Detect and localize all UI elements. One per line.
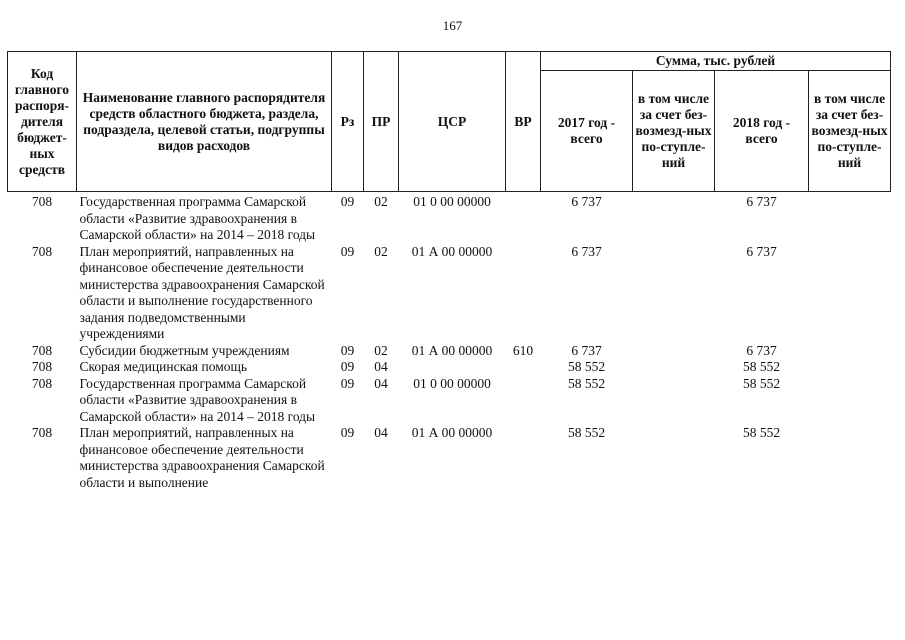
cell-rz: 09 (340, 359, 355, 374)
cell-grants-2018 (809, 376, 891, 426)
page-number: 167 (442, 18, 463, 33)
cell-pr: 04 (374, 375, 388, 391)
cell-pr: 04 (374, 359, 388, 374)
table-row (8, 192, 891, 244)
cell-grants-2018 (809, 343, 891, 360)
header-sum: Сумма, тыс. рублей (541, 52, 891, 71)
cell-name: План мероприятий, направленных на финансовое обеспечение деятельности министерства здравоохранения Самарской области и выполнение (79, 425, 325, 490)
cell-name: План мероприятий, направленных на финансовое обеспечение деятельности министерства здравоохранения Самарской области и выполнение государственного задания подведомственными учреждениями (79, 243, 325, 341)
table-header (8, 52, 891, 192)
cell-grants-2018 (809, 359, 891, 376)
cell-csr: 01 А 00 00000 (411, 342, 493, 358)
cell-total-2018: 6 737 (746, 342, 777, 358)
cell-vr (506, 192, 541, 244)
cell-grants-2017 (633, 359, 715, 376)
header-pr: ПР (364, 52, 399, 192)
table-row (8, 359, 891, 376)
header-total-2018: 2018 год - всего (715, 71, 809, 192)
table-row (8, 244, 891, 343)
cell-grants-2018 (809, 244, 891, 343)
cell-vr (506, 359, 541, 376)
cell-pr: 04 (374, 425, 388, 440)
cell-csr: 01 А 00 00000 (411, 243, 493, 259)
cell-rz: 09 (340, 375, 355, 391)
cell-grants-2017 (633, 244, 715, 343)
header-csr: ЦСР (399, 52, 506, 192)
table-row (8, 376, 891, 426)
cell-code: 708 (31, 375, 53, 391)
cell-total-2018: 58 552 (742, 375, 781, 391)
cell-vr: 610 (512, 342, 534, 358)
cell-pr: 02 (374, 243, 388, 259)
cell-rz: 09 (340, 425, 355, 440)
header-code: Код главного распоря-дителя бюджет-ных средств (8, 52, 77, 192)
table-body (8, 192, 891, 492)
cell-rz: 09 (340, 342, 355, 358)
cell-vr (506, 244, 541, 343)
cell-total-2017: 58 552 (567, 425, 606, 440)
cell-grants-2017 (633, 343, 715, 360)
cell-pr: 02 (374, 194, 388, 209)
cell-name: Субсидии бюджетным учреждениям (79, 342, 290, 358)
cell-name: Скорая медицинская помощь (79, 359, 248, 374)
cell-grants-2017 (633, 192, 715, 244)
cell-csr: 01 А 00 00000 (411, 425, 493, 440)
cell-name: Государственная программа Самарской области «Развитие здравоохранения в Самарской области» на 2014 – 2018 годы (79, 375, 316, 424)
cell-total-2017: 6 737 (571, 194, 602, 209)
cell-name: Государственная программа Самарской области «Развитие здравоохранения в Самарской области» на 2014 – 2018 годы (79, 194, 316, 242)
cell-total-2018: 6 737 (746, 194, 777, 209)
cell-csr (399, 359, 506, 376)
table-row (8, 425, 891, 491)
cell-total-2018: 6 737 (746, 243, 777, 259)
header-total-2017: 2017 год - всего (541, 71, 633, 192)
cell-grants-2017 (633, 376, 715, 426)
cell-code: 708 (31, 243, 53, 259)
header-name: Наименование главного распорядителя средств областного бюджета, раздела, подраздела, целевой статьи, подгруппы видов расходов (77, 52, 332, 192)
cell-total-2017: 6 737 (571, 243, 602, 259)
cell-rz: 09 (340, 243, 355, 259)
cell-grants-2018 (809, 425, 891, 491)
cell-code: 708 (31, 425, 53, 440)
cell-total-2018: 58 552 (742, 425, 781, 440)
cell-total-2017: 6 737 (571, 342, 602, 358)
budget-table (7, 51, 891, 491)
header-vr: ВР (506, 52, 541, 192)
cell-grants-2018 (809, 192, 891, 244)
cell-grants-2017 (633, 425, 715, 491)
cell-csr: 01 0 00 00000 (413, 375, 491, 391)
header-grants-2017: в том числе за счет без-возмезд-ных по-ступле-ний (633, 71, 715, 192)
cell-code: 708 (31, 359, 53, 374)
cell-rz: 09 (340, 194, 355, 209)
cell-vr (506, 425, 541, 491)
cell-total-2018: 58 552 (742, 359, 781, 374)
cell-code: 708 (31, 342, 53, 358)
cell-pr: 02 (374, 342, 388, 358)
cell-total-2017: 58 552 (567, 375, 606, 391)
cell-vr (506, 376, 541, 426)
header-rz: Рз (332, 52, 364, 192)
cell-csr: 01 0 00 00000 (413, 194, 491, 209)
header-grants-2018: в том числе за счет без-возмезд-ных по-ступле-ний (809, 71, 891, 192)
cell-total-2017: 58 552 (567, 359, 606, 374)
cell-code: 708 (31, 194, 53, 209)
table-row (8, 343, 891, 360)
